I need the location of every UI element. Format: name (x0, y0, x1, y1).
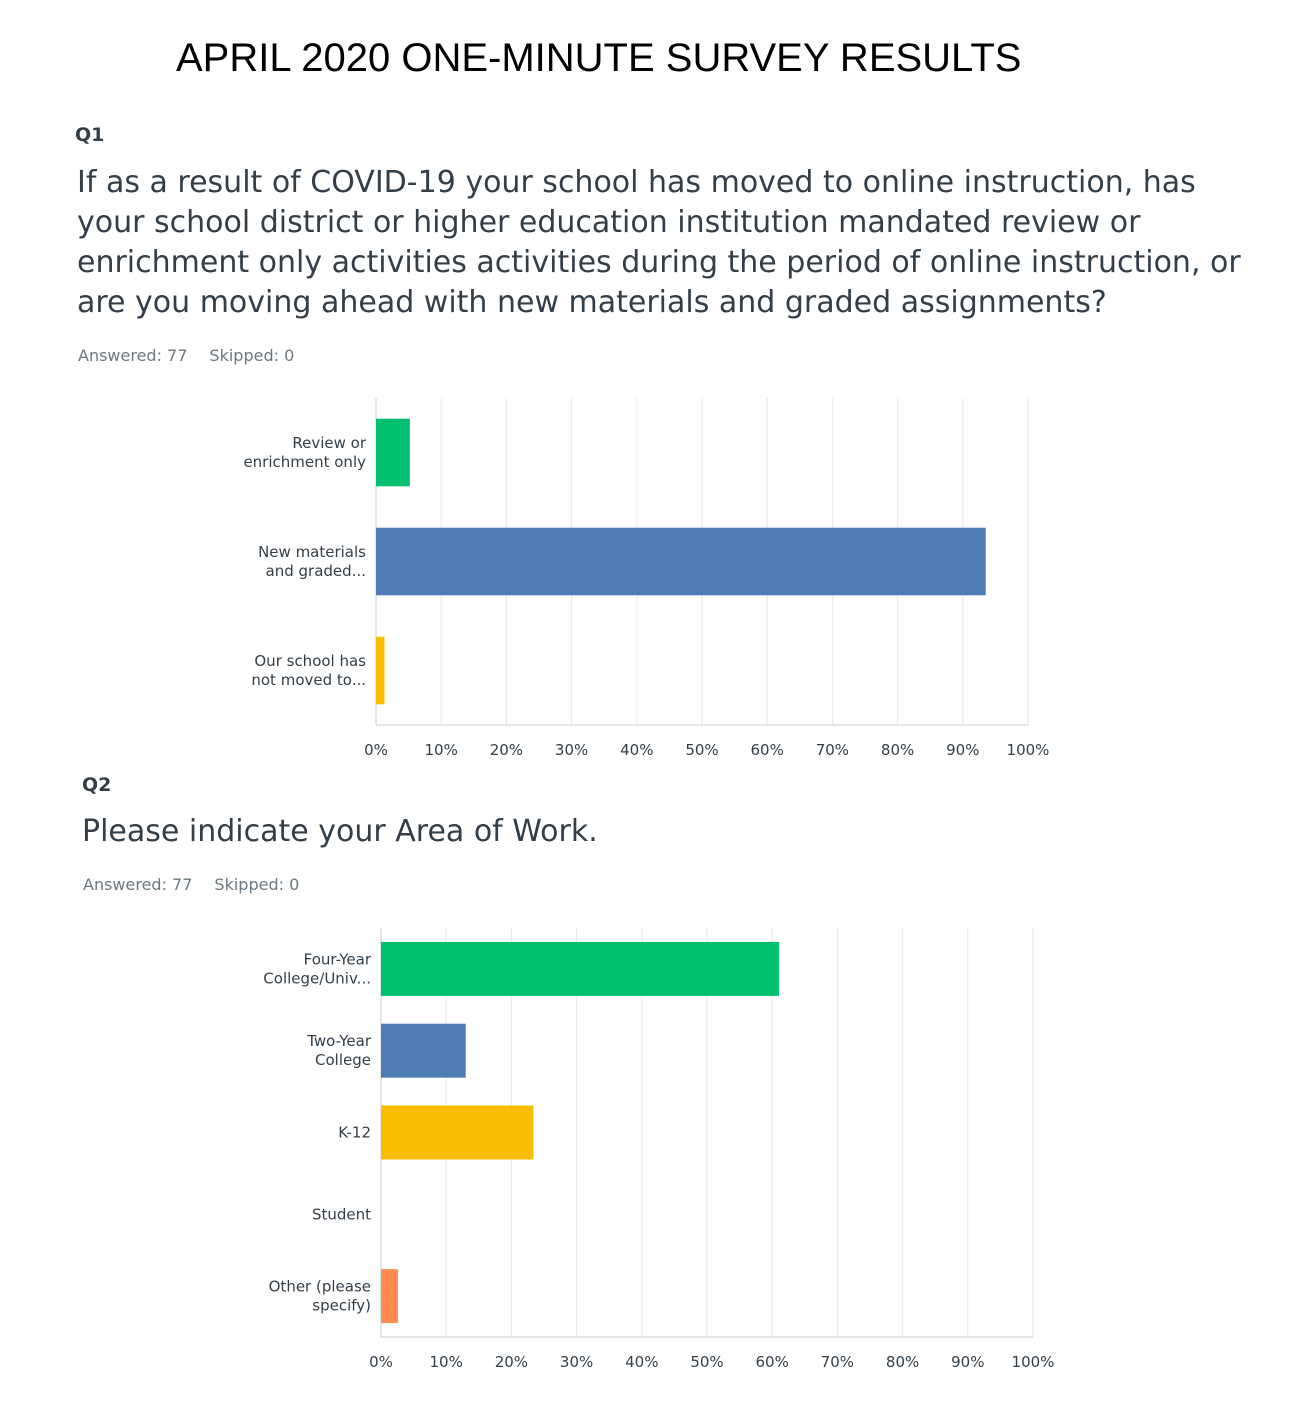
tick-label: 60% (750, 741, 784, 759)
tick-label: 80% (885, 1353, 920, 1371)
category-label: Student (311, 1205, 371, 1224)
tick-label: 100% (1011, 1353, 1055, 1371)
tick-label: 20% (494, 1353, 529, 1371)
tick-label: 70% (815, 741, 850, 759)
category-label: New materials (258, 543, 366, 561)
category-label: Other (please (268, 1277, 371, 1296)
question-1-stats (78, 346, 294, 365)
category-label: K-12 (338, 1123, 371, 1142)
category-label: Review or (292, 434, 366, 452)
bar (381, 1024, 466, 1078)
question-2-number: Q2 (82, 774, 112, 796)
tick-label: 60% (755, 1353, 789, 1371)
answered-count: Answered: 77 (83, 875, 193, 894)
tick-label: 100% (1006, 741, 1050, 759)
question-1-bar-chart (0, 390, 1060, 770)
tick-label: 40% (620, 741, 654, 759)
tick-label: 30% (559, 1353, 594, 1371)
question-1-text: If as a result of COVID-19 your school has moved to online instruction, has your school district or higher education institution mandated review or enrichment only activities activities during the period of online instruction, or are you moving ahead with new materials and graded assignments? (77, 165, 1241, 320)
category-label: enrichment only (243, 453, 366, 471)
tick-label: 80% (880, 741, 915, 759)
category-label: specify) (312, 1296, 371, 1315)
question-1-number: Q1 (75, 124, 105, 146)
category-label: Two-Year (307, 1032, 371, 1051)
question-2-text: Please indicate your Area of Work. (82, 814, 598, 849)
category-label: Four-Year (303, 950, 371, 969)
category-label: Our school has (254, 652, 366, 670)
tick-label: 0% (369, 1353, 393, 1371)
tick-label: 40% (625, 1353, 659, 1371)
category-label: and graded... (265, 562, 366, 580)
tick-label: 50% (685, 741, 719, 759)
category-label: College (315, 1051, 371, 1070)
tick-label: 0% (364, 741, 388, 759)
answered-count: Answered: 77 (78, 346, 188, 365)
tick-label: 90% (946, 741, 980, 759)
tick-label: 10% (424, 741, 458, 759)
question-2-bar-chart (0, 920, 1060, 1380)
tick-label: 30% (554, 741, 589, 759)
question-2-stats (83, 875, 299, 894)
tick-label: 50% (690, 1353, 724, 1371)
skipped-count: Skipped: 0 (214, 875, 300, 894)
bar (376, 419, 410, 487)
tick-label: 20% (489, 741, 524, 759)
bar (381, 1269, 398, 1323)
bar (381, 1106, 533, 1160)
tick-label: 10% (429, 1353, 463, 1371)
tick-label: 70% (820, 1353, 855, 1371)
tick-label: 90% (951, 1353, 985, 1371)
category-label: College/Univ... (263, 969, 371, 988)
category-label: not moved to... (251, 671, 366, 689)
bar (376, 528, 986, 596)
skipped-count: Skipped: 0 (209, 346, 295, 365)
bar (376, 637, 384, 705)
bar (381, 942, 779, 996)
page-title: APRIL 2020 ONE-MINUTE SURVEY RESULTS (176, 36, 1022, 80)
